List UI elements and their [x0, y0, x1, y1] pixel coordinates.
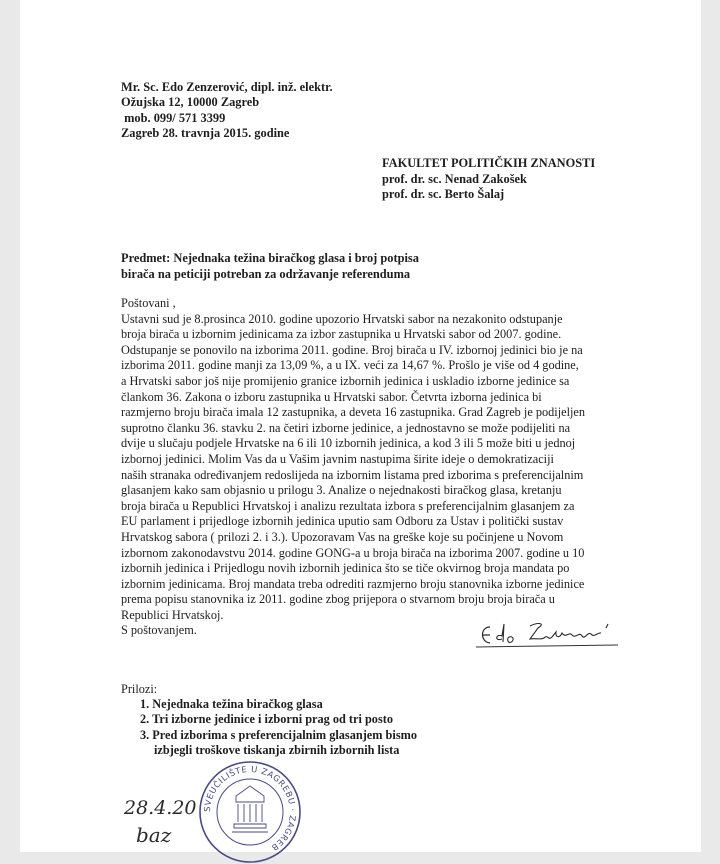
attachment-item: 1. Nejednaka težina biračkog glasa: [140, 697, 323, 711]
body-line: broja birača u Republici Hrvatskoj i analizu rezultata izbora s preferencijalnim glasanjem za: [121, 498, 575, 513]
body-line: izbornoj jedinici. Molim Vas da u Vašim javnim nastupima širite ideje o demokratizaciji: [121, 451, 554, 466]
sender-place-date: Zagreb 28. travnja 2015. godine: [121, 125, 290, 140]
body-line: izbornih jedinica i Prijedlogu novih izbornih jedinica što se tiče okvirnog broja mandata po: [121, 561, 570, 576]
handwritten-date-text: 28.4.20: [124, 797, 197, 819]
recipient-person-2: prof. dr. sc. Berto Šalaj: [382, 187, 505, 201]
sender-name: Mr. Sc. Edo Zenzerović, dipl. inž. elektr.: [121, 80, 333, 94]
recipient-institution: FAKULTET POLITIČKIH ZNANOSTI: [382, 156, 596, 170]
greeting: Poštovani ,: [121, 296, 176, 310]
recipient-block: [382, 156, 595, 203]
signature-image: [472, 614, 622, 654]
document-page: [20, 0, 701, 852]
body-line: Republici Hrvatskoj.: [121, 607, 224, 622]
body-line: EU parlament i prijedloge izbornih jedinica uputio sam Odboru za Ustav i politički sustav: [121, 514, 564, 529]
stamp-text: SVEUČILIŠTE U ZAGREBU · ZAGREB: [201, 763, 299, 854]
letter-body: [121, 296, 641, 639]
handwritten-initials: baz: [136, 823, 172, 847]
sender-address: Ožujska 12, 10000 Zagreb: [121, 95, 260, 110]
body-line: izbornom zakonodavstvu 2014. godine GONG-a u broja birača na izborima 2007. godine u 10: [121, 545, 585, 560]
body-line: a Hrvatski sabor još nije promijenio granice izbornih jedinica i uskladio izborne jedinice sa: [121, 373, 570, 388]
attachments-title: Prilozi:: [121, 682, 158, 696]
body-line: broja birača u izbornim jedinicama za izbor zastupnika u Hrvatski sabor od 2007. godine.: [121, 327, 562, 342]
attachment-item: 3. Pred izborima s preferencijalnim glasanjem bismo: [140, 727, 417, 742]
attachment-item-continuation: izbjegli troškove tiskanja zbirnih izbornih lista: [154, 743, 400, 758]
body-line: razmjerno broju birača imala 12 zastupnika, a deveta 16 zastupnika. Grad Zagreb je podijeljen: [121, 405, 586, 420]
body-line: Odstupanje se ponovilo na izborima 2011. godine. Broj birača u IV. izbornoj jedinici bio je na: [121, 342, 583, 357]
body-line: Hrvatskog sabora ( prilozi 2. i 3.). Upozoravam Vas na greške koje su počinjene u Novom: [121, 529, 564, 544]
body-line: prema popisu stanovnika iz 2011. godine zbog prijepora o stvarnom broju broja birača u: [121, 592, 555, 607]
sender-phone: mob. 099/ 571 3399: [121, 110, 226, 125]
sender-block: [121, 80, 333, 141]
handwritten-date: [122, 786, 222, 852]
recipient-person-1: prof. dr. sc. Nenad Zakošek: [382, 171, 527, 186]
attachments-list: [140, 697, 417, 759]
body-line: izborima 2011. godine manji za 13,09 %, a u IX. veći za 14,67 %. Prošlo je više od 4 godine,: [121, 358, 579, 373]
attachment-item: 2. Tri izborne jedinice i izborni prag od tri posto: [140, 712, 393, 727]
closing: S poštovanjem.: [121, 623, 197, 638]
subject-line-2: birača na peticiji potreban za održavanje referenduma: [121, 266, 411, 281]
body-line: člankom 36. Zakona o izboru zastupnika u Hrvatski sabor. Četvrta izborna jedinica bi: [121, 389, 542, 404]
body-line: glasanjem kako sam objasnio u prilogu 3. Analize o nejednakosti biračkog glasa, kretanju: [121, 483, 562, 498]
body-line: Ustavni sud je 8.prosinca 2010. godine upozorio Hrvatski sabor na nezakonito odstupanje: [121, 311, 563, 326]
body-line: dvije u slučaju podjele Hrvatske na 6 ili 10 izbornih jedinica, a kod 3 ili 5 može biti u jednoj: [121, 436, 576, 451]
body-line: izbornim jedinicama. Broj mandata treba odrediti razmjerno broju stanovnika izborne jedinice: [121, 576, 585, 591]
body-line: suprotno članku 36. stavku 2. na četiri izborne jedinice, a jednostavno se može podijeliti na: [121, 420, 571, 435]
body-line: naših stranaka određivanjem redoslijeda na izbornim listama pred izborima s preferencijalnim: [121, 467, 584, 482]
subject-line-1: Predmet: Nejednaka težina biračkog glasa i broj potpisa: [121, 251, 419, 265]
subject-block: [121, 251, 419, 282]
